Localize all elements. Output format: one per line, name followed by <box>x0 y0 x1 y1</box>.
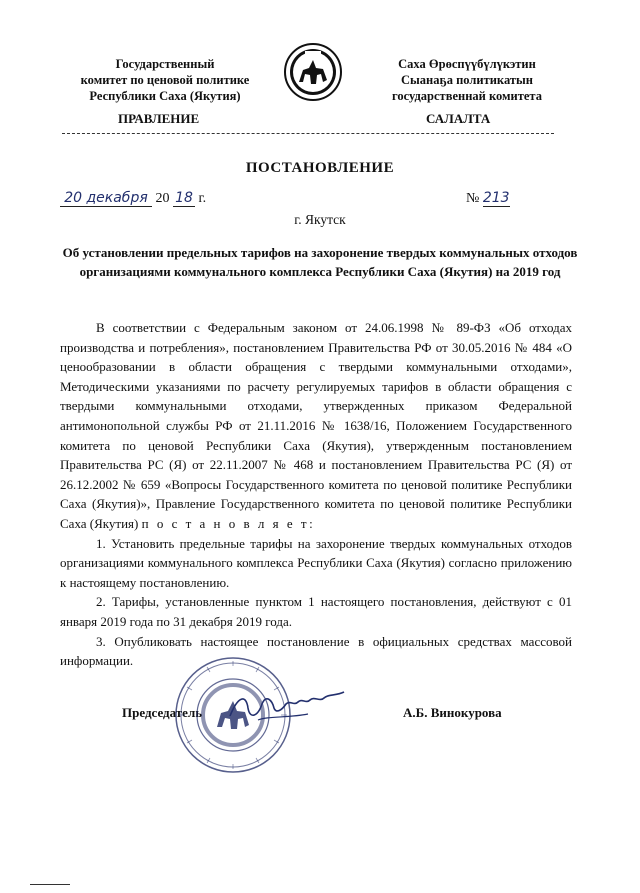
number-value: 213 <box>482 190 510 206</box>
body-item-2: 2. Тарифы, установленные пунктом 1 настоящего постановления, действуют с 01 января 2019 года по 31 декабря 2019 года. <box>60 594 572 629</box>
document-body <box>60 318 572 671</box>
body-intro <box>60 318 572 534</box>
board-label-yakut: САЛАЛТА <box>426 111 491 126</box>
header-right-line: Саха Өрөспүүбүлүкэтин <box>398 57 536 71</box>
header-left-line: комитет по ценовой политике <box>80 73 250 87</box>
document-city: г. Якутск <box>294 212 346 227</box>
signatory-role: Председатель <box>122 705 203 720</box>
header-left-line: Республики Саха (Якутия) <box>89 89 241 103</box>
date-day-month: 20 декабря <box>60 190 152 207</box>
document-number <box>466 190 510 207</box>
handwritten-signature <box>228 686 348 726</box>
document-title: ПОСТАНОВЛЕНИЕ <box>245 160 395 176</box>
header-right-line: государственнай комитета <box>392 89 542 103</box>
header-left-line: Государственный <box>115 57 215 71</box>
document-date <box>60 190 206 207</box>
committee-name-yakut <box>362 56 572 104</box>
resolves-text: п о с т а н о в л я е т: <box>141 515 316 531</box>
document-subject: Об установлении предельных тарифов на захоронение твердых коммунальных отходов организациями коммунального комплекса Республики Саха (Якутия) на 2019 год <box>62 245 578 279</box>
intro-text: В соответствии с Федеральным законом от 24.06.1998 № 89-ФЗ «Об отходах производства и потребления», постановлением Правительства РФ от 30.05.2016 № 484 «О ценообразовании в области обращения с твердыми коммунальными отходами», Методическими указаниями по расчету регулируемых тарифов в области обращения с твердыми коммунальными отходами, утвержденных приказом Федеральной антимонопольной службы РФ от 21.11.2016 № 1638/16, Положением Государственного комитета по ценовой Республики Саха (Якутия), утвержденным постановлением Правительства РС (Я) от 22.11.2007 № 468 и постановлением Правительства РС (Я) от 26.12.2002 № 659 «Вопросы Государственного комитета по ценовой политике Республики Саха (Якутия)», Правление Государственного комитета по ценовой политике Республики Саха (Якутия) <box>60 320 572 531</box>
body-item-1: 1. Установить предельные тарифы на захоронение твердых коммунальных отходов организациями коммунального комплекса Республики Саха (Якутия) согласно приложению к настоящему постановлению. <box>60 535 572 590</box>
date-year-suffix: 18 <box>173 190 195 207</box>
committee-name-russian <box>40 56 290 104</box>
date-year-end: г. <box>198 191 207 206</box>
footer-line <box>30 884 70 885</box>
signatory-name: А.Б. Винокурова <box>403 705 502 720</box>
number-prefix: № <box>466 191 480 206</box>
date-year-prefix: 20 <box>155 191 170 206</box>
header-right-line: Сыанаҕа политикатын <box>401 73 533 87</box>
board-label-russian: ПРАВЛЕНИЕ <box>118 111 200 126</box>
body-item-3: 3. Опубликовать настоящее постановление в официальных средствах массовой информации. <box>60 633 572 669</box>
coat-of-arms-emblem <box>283 42 343 102</box>
header-divider <box>62 133 554 134</box>
